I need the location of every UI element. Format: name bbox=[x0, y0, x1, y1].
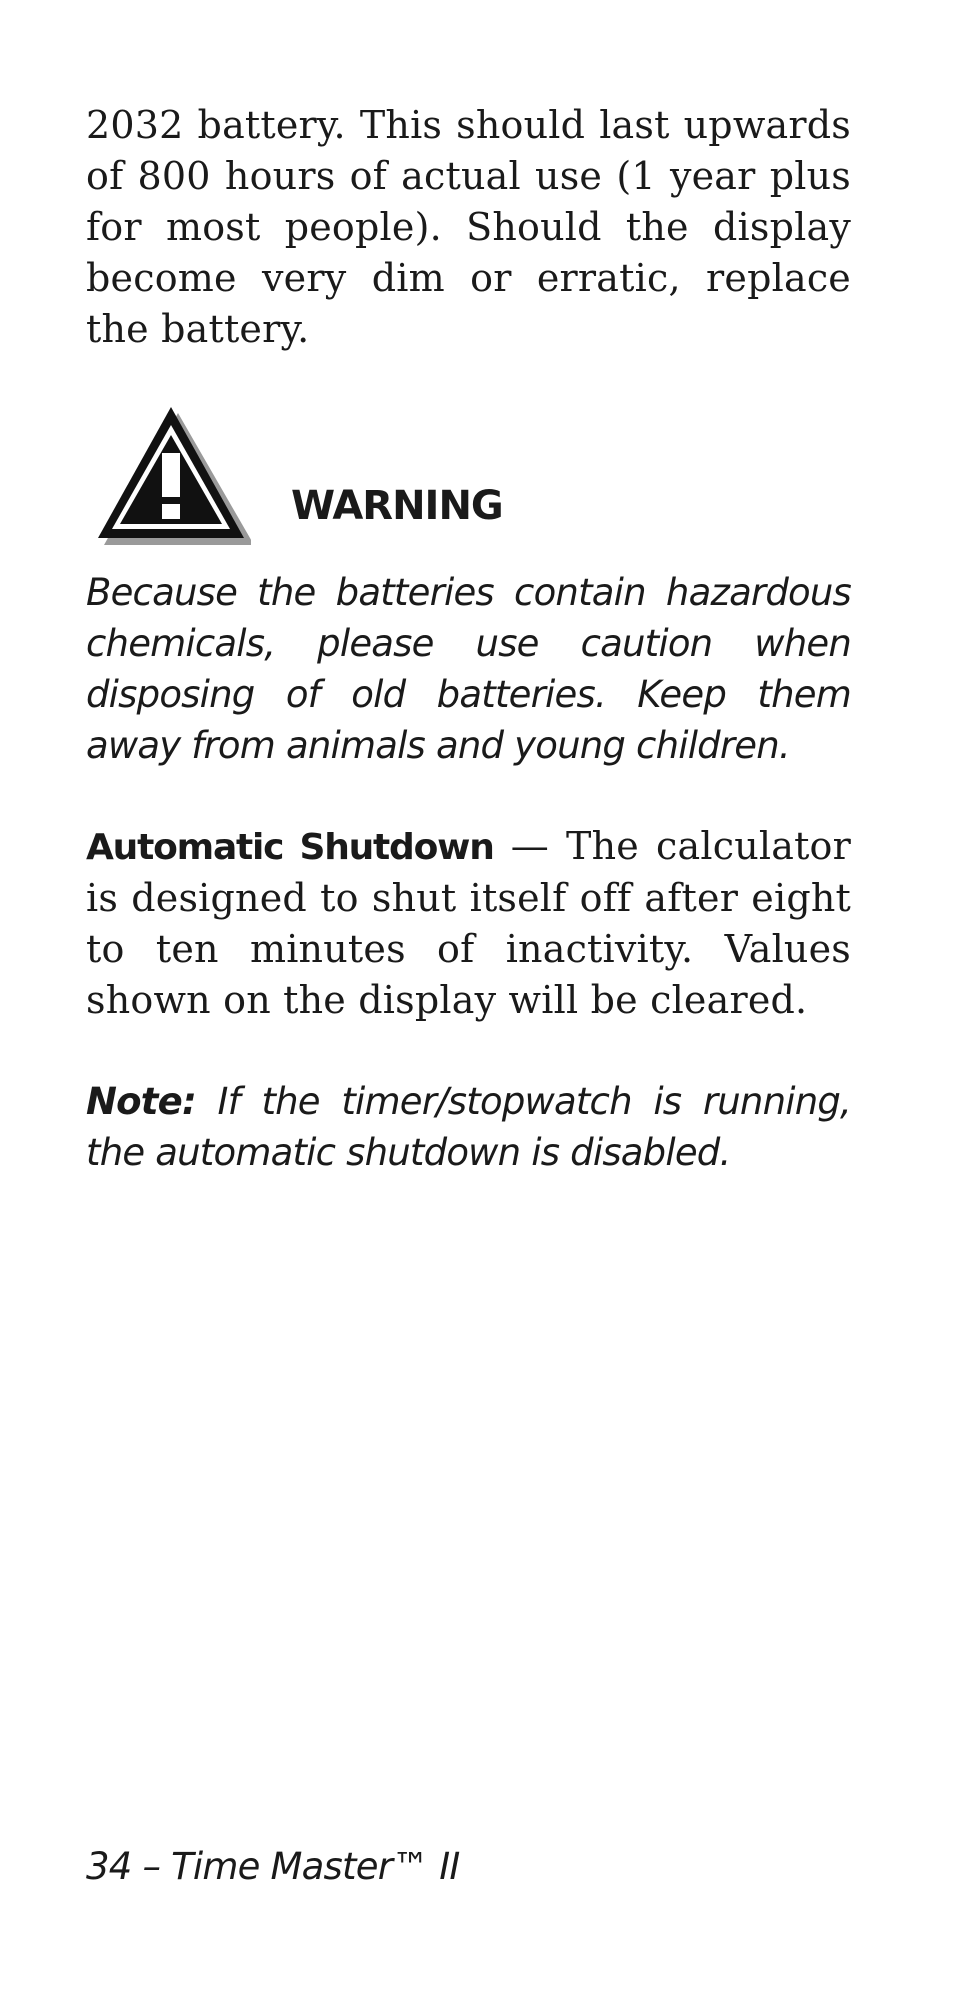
automatic-shutdown-paragraph bbox=[86, 821, 851, 1026]
warning-triangle-icon bbox=[96, 405, 251, 545]
battery-paragraph: 2032 battery. This should last upwards of 800 hours of actual use (1 year plus for most people). Should the display become very dim or erratic, replace the battery. bbox=[86, 103, 851, 351]
automatic-shutdown-text: — The calculator is designed to shut itself off after eight to ten minutes of inactivity. Values shown on the display will be cleared. bbox=[86, 824, 851, 1022]
warning-title: WARNING bbox=[291, 483, 503, 529]
warning-header bbox=[86, 405, 851, 555]
warning-text: Because the batteries contain hazardous chemicals, please use caution when disposing of old batteries. Keep them away from animals and young children. bbox=[86, 571, 851, 767]
note-paragraph bbox=[86, 1076, 851, 1178]
page-footer: 34 – Time Master™ II bbox=[86, 1845, 460, 1888]
note-text: If the timer/stopwatch is running, the automatic shutdown is disabled. bbox=[86, 1080, 851, 1174]
automatic-shutdown-heading: Automatic Shutdown bbox=[86, 827, 494, 868]
note-label: Note: bbox=[86, 1080, 196, 1123]
manual-page bbox=[86, 100, 851, 1178]
